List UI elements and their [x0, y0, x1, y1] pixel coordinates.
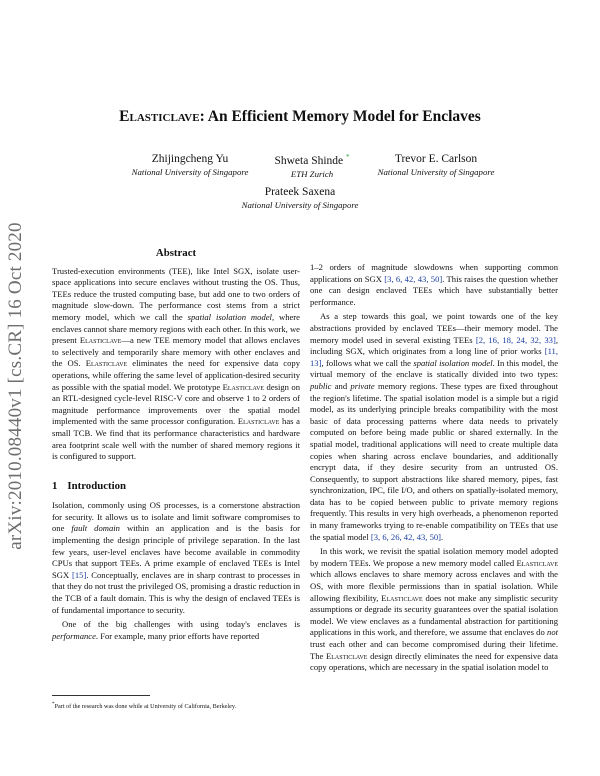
right-paragraph-2: In this work, we revisit the spatial isolation memory model adopted by modern TEEs. We propose a new memory model called Elasticlave which allows enclaves to share memory across enclaves and with the OS, with more flexible permissions than in spatial isolation. While allowing flexibility, Elasticlave does not make any simplistic security assumptions or degrade its security guarantees over the spatial isolation model. We view enclaves as a fundamental abstraction for partitioning applications in this work, and therefore, we assume that enclaves do not trust each other and can become compromised during their lifetime. The Elasticlave design directly eliminates the need for expensive data copy operations, which are necessary in the spatial isolation model to	[310, 546, 558, 673]
author-name: Shweta Shinde	[274, 154, 344, 167]
citation-link[interactable]: [15]	[72, 569, 87, 580]
paper-title	[0, 108, 600, 126]
abstract-heading: Abstract	[155, 247, 197, 259]
author-block-2	[262, 153, 362, 179]
author-name: Zhijingcheng Yu	[151, 153, 229, 165]
title-rest: : An Efficient Memory Model for Enclaves	[199, 108, 481, 125]
author-block-1	[110, 153, 270, 177]
author-affiliation: ETH Zurich	[290, 168, 334, 179]
abstract-text: Trusted-execution environments (TEE), like Intel SGX, isolate user-space applications into secure enclaves without trusting the OS. Thus, TEEs reduce the trusted computing base, but add one to two orders of magnitude slow-down. The performance cost stems from a strict memory model, which we call the spatial isolation model, where enclaves cannot share memory regions with each other. In this work, we present Elasticlave—a new TEE memory model that allows enclaves to selectively and temporarily share memory with other enclaves and the OS. Elasticlave eliminates the need for expensive data copy operations, while offering the same level of application-desired security as possible with the spatial model. We prototype Elasticlave design on an RTL-designed cycle-level RISC-V core and observe 1 to 2 orders of magnitude performance improvements over the spatial model implemented with the same processor configuration. Elasticlave has a small TCB. We find that its performance characteristics and hardware area footprint scale well with the number of shared memory regions it is configured to support.	[52, 265, 300, 462]
right-paragraph-0: 1–2 orders of magnitude slowdowns when supporting common applications on SGX [3, 6, 42, 43, 50]. This raises the question whether one can design enclaved TEEs which have substantially better performance.	[310, 262, 558, 307]
right-paragraph-1: As a step towards this goal, we point towards one of the key abstractions provided by enclaved TEEs—their memory model. The memory model used in several existing TEEs [2, 16, 18, 24, 32, 33], including SGX, which originates from a long line of prior works [11, 13], follows what we call the spatial isolation model. In this model, the virtual memory of the enclave is statically divided into two types: public and private memory regions. These types are fixed throughout the region's lifetime. The spatial isolation model is a simple but a rigid model, as its underlying principle breaks compatibility with the most basic of data processing patterns where data needs to privately computed on before being made public or shared externally. In the spatial model, traditional applications will need to create multiple data copies when sharing across enclave boundaries, and additionally encrypt data, if they desire security from an untrusted OS. Consequently, to support abstractions like shared memory, pipes, fast synchronization, IPC, file I/O, and others on spatially-isolated memory, data has to be copied between public to private memory regions frequently. This results in very high overheads, a phenomenon reported in many frameworks trying to re-enable compatibility on TEEs that use the spatial model [3, 6, 26, 42, 43, 50].	[310, 311, 559, 542]
citation-link[interactable]: [11, 13]	[310, 346, 558, 368]
intro-paragraph-2: One of the big challenges with using today's enclaves is performance. For example, many prior efforts have reported	[52, 619, 300, 641]
arxiv-id: arXiv:2010.08440v1 [cs.CR] 16 Oct 2020	[5, 222, 26, 550]
author-affiliation: National University of Singapore	[241, 200, 359, 210]
author-affiliation: National University of Singapore	[131, 167, 249, 177]
section-heading-introduction: 1 Introduction	[52, 479, 127, 492]
intro-paragraph-1: Isolation, commonly using OS processes, is a cornerstone abstraction for security. It allows us to isolate and limit software compromises to one fault domain within an application and is the basis for implementing the design principle of privilege separation. In the last few years, user-level enclaves have become available in commodity CPUs that support TEEs. A prime example of enclaved TEEs is Intel SGX [15]. Conceptually, enclaves are in sharp contrast to processes in that they do not trust the privileged OS, promising a drastic reduction in the TCB of a fault domain. This is why the design of enclaved TEEs is of fundamental importance to security.	[52, 500, 301, 615]
footnote-rule	[52, 695, 150, 696]
footnote-marker: *	[346, 153, 350, 161]
title-system-name: Elasticlave	[119, 108, 200, 125]
right-column	[310, 262, 558, 674]
author-block-4	[220, 186, 380, 210]
citation-link[interactable]: [2, 16, 18, 24, 32, 33]	[475, 334, 556, 345]
arxiv-sidebar-stamp	[4, 196, 28, 576]
footnote: *Part of the research was done while at University of California, Berkeley.	[52, 701, 237, 711]
citation-link[interactable]: [3, 6, 26, 42, 43, 50]	[370, 531, 442, 542]
author-affiliation: National University of Singapore	[377, 167, 495, 177]
citation-link[interactable]: [3, 6, 42, 43, 50]	[384, 273, 443, 284]
left-column	[52, 248, 300, 642]
author-name: Prateek Saxena	[264, 186, 336, 198]
author-block-3	[356, 153, 516, 177]
author-name: Trevor E. Carlson	[394, 153, 478, 165]
